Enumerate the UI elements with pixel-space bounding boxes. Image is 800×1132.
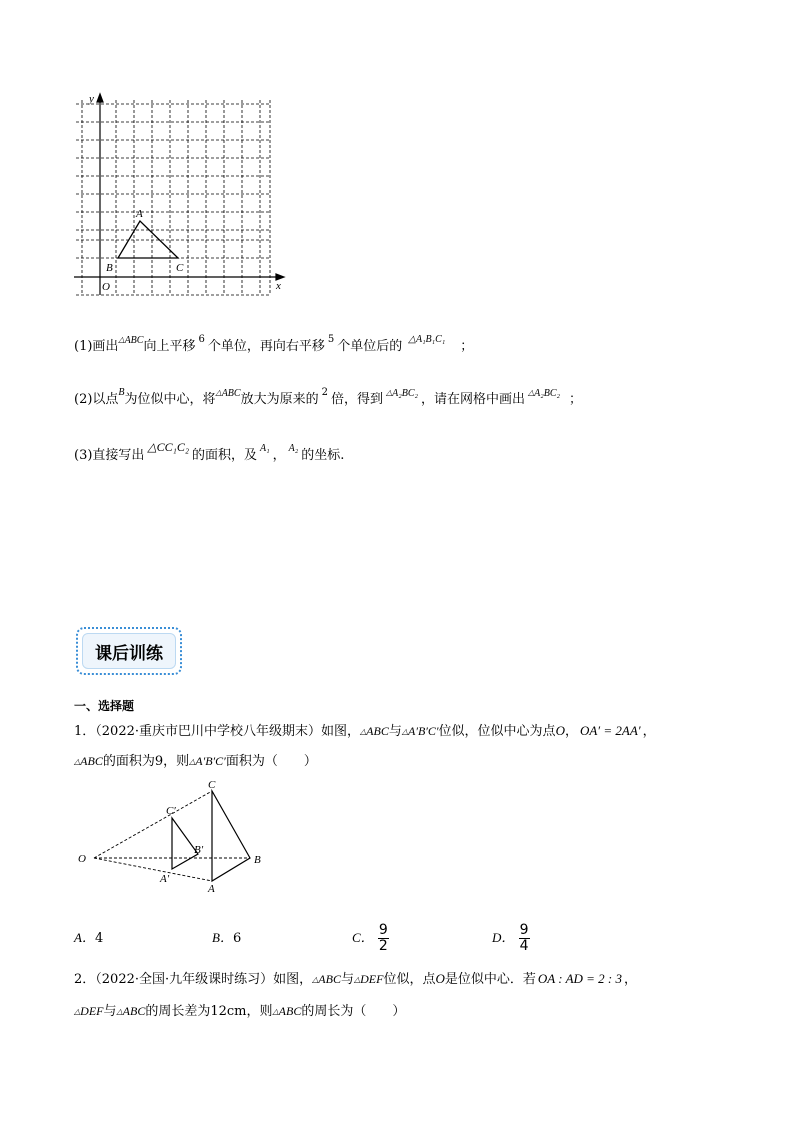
question-1-line-1: 1．（2022·重庆市巴川中学校八年级期末）如图，△ABC与△A′B′C′位似，位似中心为点O， OA′ = 2AA′ ， [74,723,656,739]
question-part-1: (1)画出$^{\triangle ABC}$向上平移 $^6$ 个单位，再向右平移 $^5$ 个单位后的 $^{\triangle A_1B_1C_1}$ ； [74,334,474,354]
triangle-abc-large [212,791,250,881]
label-c-prime: C′ [166,805,176,817]
section-tag-box [76,627,182,675]
option-c[interactable]: C． $\frac{9}{2}$ [352,922,388,954]
point-c-label: C [176,262,184,274]
label-a-prime: A′ [160,873,170,885]
question-part-3: (3)直接写出△CC₁C₂的面积，及 $^{A_1}$ ， $^{A_2}$ 的坐标. [74,440,345,463]
option-b[interactable]: B．6 [212,930,242,946]
x-axis-label: x [276,280,281,292]
label-o: O [78,853,86,865]
fraction-9-2: $\frac{9}{2}$ [378,922,388,954]
origin-label: O [102,281,110,293]
section-tag-label: 课后训练 [82,633,176,669]
point-b-label: B [106,262,113,274]
y-axis-label: y [89,93,94,105]
option-d[interactable]: D． $\frac{9}{4}$ [492,922,529,954]
point-a-label: A [136,208,143,220]
option-a[interactable]: A．4 [74,930,104,946]
label-b: B [254,854,261,866]
question-part-2: (2)以点$^B$为位似中心，将$^{\triangle ABC}$放大为原来的 $^2$ 倍，得到 $^{\triangle A_2BC_2}$ ，请在网格中画出 $^{\triangle A_2BC_2}$ ； [74,387,583,407]
triangle-abc [118,221,178,258]
label-c: C [208,779,216,791]
question-2-line-1: 2．（2022·全国·九年级课时练习）如图，△ABC与△DEF位似，点O是位似中心．若 OA : AD = 2 : 3 ， [74,971,638,987]
fraction-9-4: $\frac{9}{4}$ [519,922,529,954]
question-2-line-2: △DEF与△ABC的周长差为12cm，则△ABC的周长为（ ） [74,1004,406,1019]
coordinate-grid-figure [70,92,290,302]
section-heading: 一、选择题 [74,699,135,713]
label-b-prime: B′ [194,844,204,856]
question-1-line-2: △ABC的面积为9，则△A′B′C′面积为（ ） [74,754,317,769]
label-a: A [208,883,215,895]
similar-triangles-figure [72,778,272,896]
